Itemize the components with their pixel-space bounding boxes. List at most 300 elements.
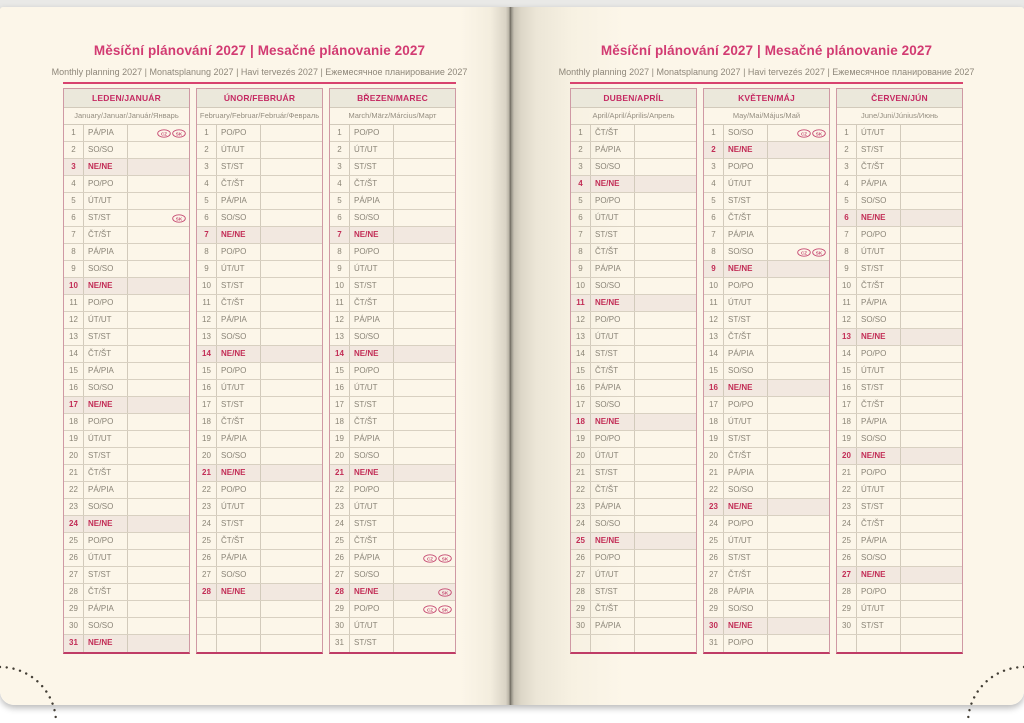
day-label: ÚT/UT (217, 261, 261, 277)
day-note-cell (394, 618, 455, 634)
right-page (511, 7, 1024, 705)
day-label: ÚT/UT (84, 550, 128, 566)
day-row (64, 601, 189, 618)
day-label: PÁ/PIA (857, 295, 901, 311)
month-table (703, 88, 830, 654)
day-label: ST/ST (857, 499, 901, 515)
day-number: 29 (704, 601, 724, 617)
day-note-cell (394, 227, 455, 243)
day-row (571, 363, 696, 380)
day-row (704, 635, 829, 652)
day-note-cell (768, 329, 829, 345)
month-header: ÚNOR/FEBRUÁR (197, 89, 322, 108)
day-label: NE/NE (350, 346, 394, 362)
day-row (837, 159, 962, 176)
day-number: 10 (64, 278, 84, 294)
day-row (64, 618, 189, 635)
day-number: 30 (837, 618, 857, 634)
day-label: ČT/ŠT (724, 210, 768, 226)
day-number: 2 (330, 142, 350, 158)
day-label: PO/PO (724, 635, 768, 652)
day-row (837, 193, 962, 210)
day-label (217, 618, 261, 634)
day-number: 16 (197, 380, 217, 396)
day-row (837, 584, 962, 601)
month-table (196, 88, 323, 654)
day-row (197, 329, 322, 346)
day-note-cell (128, 380, 189, 396)
day-number: 11 (330, 295, 350, 311)
day-row (330, 431, 455, 448)
day-number: 24 (704, 516, 724, 532)
day-label: NE/NE (84, 159, 128, 175)
day-label: ÚT/UT (350, 618, 394, 634)
day-label: SO/SO (724, 363, 768, 379)
day-label: ČT/ŠT (350, 176, 394, 192)
day-label: PÁ/PIA (350, 431, 394, 447)
day-row (64, 210, 189, 227)
day-note-cell (394, 584, 455, 600)
day-note-cell (768, 567, 829, 583)
day-note-cell (901, 261, 962, 277)
day-row (704, 142, 829, 159)
day-note-cell (261, 363, 322, 379)
day-number: 25 (837, 533, 857, 549)
day-label: ÚT/UT (350, 380, 394, 396)
day-row (197, 363, 322, 380)
day-row (64, 142, 189, 159)
day-number (197, 601, 217, 617)
day-number: 23 (704, 499, 724, 515)
day-row (704, 210, 829, 227)
month-languages: May/Mai/Május/Май (704, 108, 829, 125)
day-label: ČT/ŠT (84, 346, 128, 362)
day-row (330, 261, 455, 278)
day-label: ST/ST (724, 193, 768, 209)
day-number: 15 (330, 363, 350, 379)
day-row (197, 533, 322, 550)
day-note-cell (635, 193, 696, 209)
day-row (330, 346, 455, 363)
day-number: 4 (197, 176, 217, 192)
month-languages: June/Juni/Június/Июнь (837, 108, 962, 125)
day-number: 24 (837, 516, 857, 532)
day-note-cell (128, 584, 189, 600)
day-note-cell (901, 414, 962, 430)
day-number: 30 (330, 618, 350, 634)
day-number: 1 (571, 125, 591, 141)
day-row (330, 159, 455, 176)
day-label: NE/NE (724, 261, 768, 277)
day-row (571, 227, 696, 244)
day-note-cell (394, 295, 455, 311)
day-label: ST/ST (857, 380, 901, 396)
day-row (571, 465, 696, 482)
day-row (837, 567, 962, 584)
day-row (837, 533, 962, 550)
day-label: ST/ST (350, 278, 394, 294)
day-row (704, 346, 829, 363)
day-label: ST/ST (724, 550, 768, 566)
svg-text:SK: SK (441, 555, 449, 561)
day-number: 13 (704, 329, 724, 345)
planner-book (0, 7, 1024, 705)
day-row (64, 244, 189, 261)
day-note-cell (901, 295, 962, 311)
day-number: 18 (704, 414, 724, 430)
day-label: ÚT/UT (217, 380, 261, 396)
day-number: 11 (837, 295, 857, 311)
day-number: 27 (704, 567, 724, 583)
day-row (330, 125, 455, 142)
day-row (330, 550, 455, 567)
day-note-cell (901, 533, 962, 549)
day-row (837, 295, 962, 312)
day-label: ST/ST (217, 397, 261, 413)
day-note-cell (635, 176, 696, 192)
day-row (571, 380, 696, 397)
day-label: SO/SO (724, 601, 768, 617)
day-row (571, 414, 696, 431)
day-label: NE/NE (350, 465, 394, 481)
day-note-cell (128, 312, 189, 328)
day-note-cell (635, 499, 696, 515)
day-label: ST/ST (217, 159, 261, 175)
day-row (64, 635, 189, 652)
day-note-cell (261, 550, 322, 566)
day-number: 9 (197, 261, 217, 277)
day-row (571, 431, 696, 448)
day-note-cell (261, 125, 322, 141)
day-note-cell (394, 363, 455, 379)
day-row (64, 227, 189, 244)
day-label: SO/SO (350, 448, 394, 464)
day-number: 5 (837, 193, 857, 209)
day-number: 11 (704, 295, 724, 311)
day-number: 26 (197, 550, 217, 566)
sk-holiday-badge (438, 554, 452, 563)
day-number: 18 (197, 414, 217, 430)
day-note-cell (394, 448, 455, 464)
day-row (704, 380, 829, 397)
day-number: 15 (571, 363, 591, 379)
day-note-cell (901, 448, 962, 464)
day-row (197, 482, 322, 499)
day-note-cell (261, 414, 322, 430)
day-label: ÚT/UT (724, 295, 768, 311)
day-row (704, 414, 829, 431)
day-number: 2 (837, 142, 857, 158)
day-number: 22 (64, 482, 84, 498)
day-number: 17 (64, 397, 84, 413)
day-label: ÚT/UT (591, 567, 635, 583)
day-label: ST/ST (350, 159, 394, 175)
day-label: SO/SO (84, 142, 128, 158)
day-label: PÁ/PIA (217, 550, 261, 566)
day-number: 17 (330, 397, 350, 413)
day-label: PO/PO (591, 550, 635, 566)
day-number: 23 (837, 499, 857, 515)
day-row (197, 244, 322, 261)
day-note-cell (768, 431, 829, 447)
day-number: 3 (704, 159, 724, 175)
day-row (64, 261, 189, 278)
day-row (197, 193, 322, 210)
day-label: NE/NE (591, 414, 635, 430)
cz-holiday-badge (157, 129, 171, 138)
day-number: 23 (64, 499, 84, 515)
day-note-cell (128, 482, 189, 498)
day-row (64, 482, 189, 499)
sk-holiday-badge (438, 605, 452, 614)
day-note-cell (128, 278, 189, 294)
day-row (330, 601, 455, 618)
day-number: 19 (571, 431, 591, 447)
day-note-cell (128, 295, 189, 311)
day-label: ÚT/UT (857, 363, 901, 379)
day-number: 23 (197, 499, 217, 515)
day-number: 18 (330, 414, 350, 430)
day-number: 26 (704, 550, 724, 566)
day-label: NE/NE (591, 295, 635, 311)
day-row (197, 210, 322, 227)
day-note-cell (901, 193, 962, 209)
day-row (64, 567, 189, 584)
day-number: 6 (571, 210, 591, 226)
day-number: 16 (571, 380, 591, 396)
svg-text:CZ: CZ (426, 555, 434, 561)
day-number: 21 (704, 465, 724, 481)
day-number: 6 (64, 210, 84, 226)
day-row (837, 312, 962, 329)
day-number: 6 (837, 210, 857, 226)
day-row (704, 261, 829, 278)
day-number: 28 (704, 584, 724, 600)
day-label: PÁ/PIA (591, 618, 635, 634)
day-number: 8 (197, 244, 217, 260)
day-number: 28 (571, 584, 591, 600)
day-note-cell (768, 448, 829, 464)
day-row (837, 329, 962, 346)
day-label: ÚT/UT (350, 142, 394, 158)
day-note-cell (128, 601, 189, 617)
day-note-cell (394, 601, 455, 617)
day-number: 10 (837, 278, 857, 294)
day-label: SO/SO (724, 482, 768, 498)
day-row (837, 414, 962, 431)
day-note-cell (261, 380, 322, 396)
day-label: ČT/ŠT (591, 482, 635, 498)
day-row (571, 312, 696, 329)
day-row (704, 363, 829, 380)
day-label: ÚT/UT (350, 261, 394, 277)
day-label: ČT/ŠT (857, 397, 901, 413)
day-note-cell (768, 380, 829, 396)
day-number: 12 (704, 312, 724, 328)
day-number: 21 (197, 465, 217, 481)
day-note-cell (635, 346, 696, 362)
month-header: DUBEN/APRÍL (571, 89, 696, 108)
day-note-cell (394, 193, 455, 209)
day-number: 10 (704, 278, 724, 294)
day-note-cell (635, 516, 696, 532)
day-note-cell (128, 567, 189, 583)
day-label: SO/SO (217, 567, 261, 583)
day-number: 8 (571, 244, 591, 260)
day-number: 21 (64, 465, 84, 481)
day-row (330, 363, 455, 380)
day-number: 30 (704, 618, 724, 634)
day-label: SO/SO (350, 567, 394, 583)
sk-holiday-badge (812, 248, 826, 257)
day-number: 20 (704, 448, 724, 464)
day-note-cell (768, 516, 829, 532)
day-row (197, 312, 322, 329)
day-number: 17 (571, 397, 591, 413)
day-row (64, 159, 189, 176)
day-note-cell (261, 533, 322, 549)
day-number: 7 (837, 227, 857, 243)
day-number: 4 (64, 176, 84, 192)
day-row (837, 210, 962, 227)
day-note-cell (901, 210, 962, 226)
month-tables-right (570, 88, 963, 654)
day-label: ÚT/UT (724, 176, 768, 192)
day-row (704, 601, 829, 618)
day-row (704, 499, 829, 516)
day-note-cell (261, 312, 322, 328)
svg-text:SK: SK (441, 606, 449, 612)
day-label: NE/NE (724, 380, 768, 396)
day-label: SO/SO (591, 278, 635, 294)
day-row (704, 176, 829, 193)
day-label: ČT/ŠT (84, 465, 128, 481)
day-note-cell (768, 601, 829, 617)
day-label: ST/ST (857, 142, 901, 158)
day-note-cell (394, 516, 455, 532)
day-note-cell (635, 601, 696, 617)
day-label: ÚT/UT (724, 414, 768, 430)
day-note-cell (635, 567, 696, 583)
day-note-cell (261, 482, 322, 498)
day-label: PÁ/PIA (591, 142, 635, 158)
day-note-cell (635, 125, 696, 141)
day-number: 27 (64, 567, 84, 583)
day-note-cell (635, 278, 696, 294)
day-note-cell (128, 533, 189, 549)
day-number: 26 (64, 550, 84, 566)
day-row (704, 312, 829, 329)
day-label: PÁ/PIA (217, 193, 261, 209)
day-label: PO/PO (350, 244, 394, 260)
day-number: 4 (571, 176, 591, 192)
day-label: ST/ST (724, 312, 768, 328)
day-row (330, 244, 455, 261)
day-note-cell (261, 431, 322, 447)
day-row (837, 142, 962, 159)
day-number: 3 (837, 159, 857, 175)
day-note-cell (768, 295, 829, 311)
day-note-cell (394, 312, 455, 328)
day-note-cell (128, 516, 189, 532)
day-note-cell (261, 295, 322, 311)
day-number: 19 (330, 431, 350, 447)
day-number: 3 (64, 159, 84, 175)
day-number: 6 (197, 210, 217, 226)
day-row (571, 210, 696, 227)
day-note-cell (901, 567, 962, 583)
day-number: 11 (571, 295, 591, 311)
day-note-cell (128, 635, 189, 652)
day-note-cell (128, 363, 189, 379)
day-label: SO/SO (857, 312, 901, 328)
day-number: 24 (330, 516, 350, 532)
day-note-cell (901, 380, 962, 396)
day-label: NE/NE (84, 516, 128, 532)
book-spine (509, 7, 512, 705)
day-label: PO/PO (84, 295, 128, 311)
day-label: ČT/ŠT (84, 227, 128, 243)
day-label: ČT/ŠT (591, 601, 635, 617)
month-table (329, 88, 456, 654)
day-label: SO/SO (84, 618, 128, 634)
day-note-cell (768, 176, 829, 192)
day-row (704, 584, 829, 601)
day-row (704, 193, 829, 210)
day-row (837, 550, 962, 567)
month-languages: April/April/Április/Апрель (571, 108, 696, 125)
day-note-cell (128, 550, 189, 566)
day-row (64, 193, 189, 210)
day-number: 5 (197, 193, 217, 209)
day-note-cell (635, 618, 696, 634)
day-note-cell (901, 584, 962, 600)
day-note-cell (261, 346, 322, 362)
day-note-cell (261, 618, 322, 634)
day-number: 2 (704, 142, 724, 158)
day-row (837, 516, 962, 533)
day-number: 12 (197, 312, 217, 328)
day-label: PÁ/PIA (724, 346, 768, 362)
day-row (571, 261, 696, 278)
day-note-cell (128, 159, 189, 175)
day-label: ST/ST (84, 329, 128, 345)
day-label: ČT/ŠT (217, 414, 261, 430)
day-number: 26 (571, 550, 591, 566)
day-note-cell (635, 380, 696, 396)
day-label: ST/ST (84, 567, 128, 583)
day-number: 25 (64, 533, 84, 549)
day-note-cell (901, 363, 962, 379)
day-note-cell (128, 346, 189, 362)
day-number: 12 (64, 312, 84, 328)
svg-text:SK: SK (815, 249, 823, 255)
day-number: 2 (197, 142, 217, 158)
day-row (837, 125, 962, 142)
day-label: ČT/ŠT (857, 278, 901, 294)
day-label: ÚT/UT (84, 312, 128, 328)
day-number: 1 (330, 125, 350, 141)
day-label: PÁ/PIA (724, 465, 768, 481)
day-label: PO/PO (724, 397, 768, 413)
day-note-cell (635, 397, 696, 413)
day-note-cell (901, 329, 962, 345)
day-row (704, 465, 829, 482)
day-row (330, 567, 455, 584)
day-number: 1 (704, 125, 724, 141)
day-label: NE/NE (217, 346, 261, 362)
day-row (837, 176, 962, 193)
